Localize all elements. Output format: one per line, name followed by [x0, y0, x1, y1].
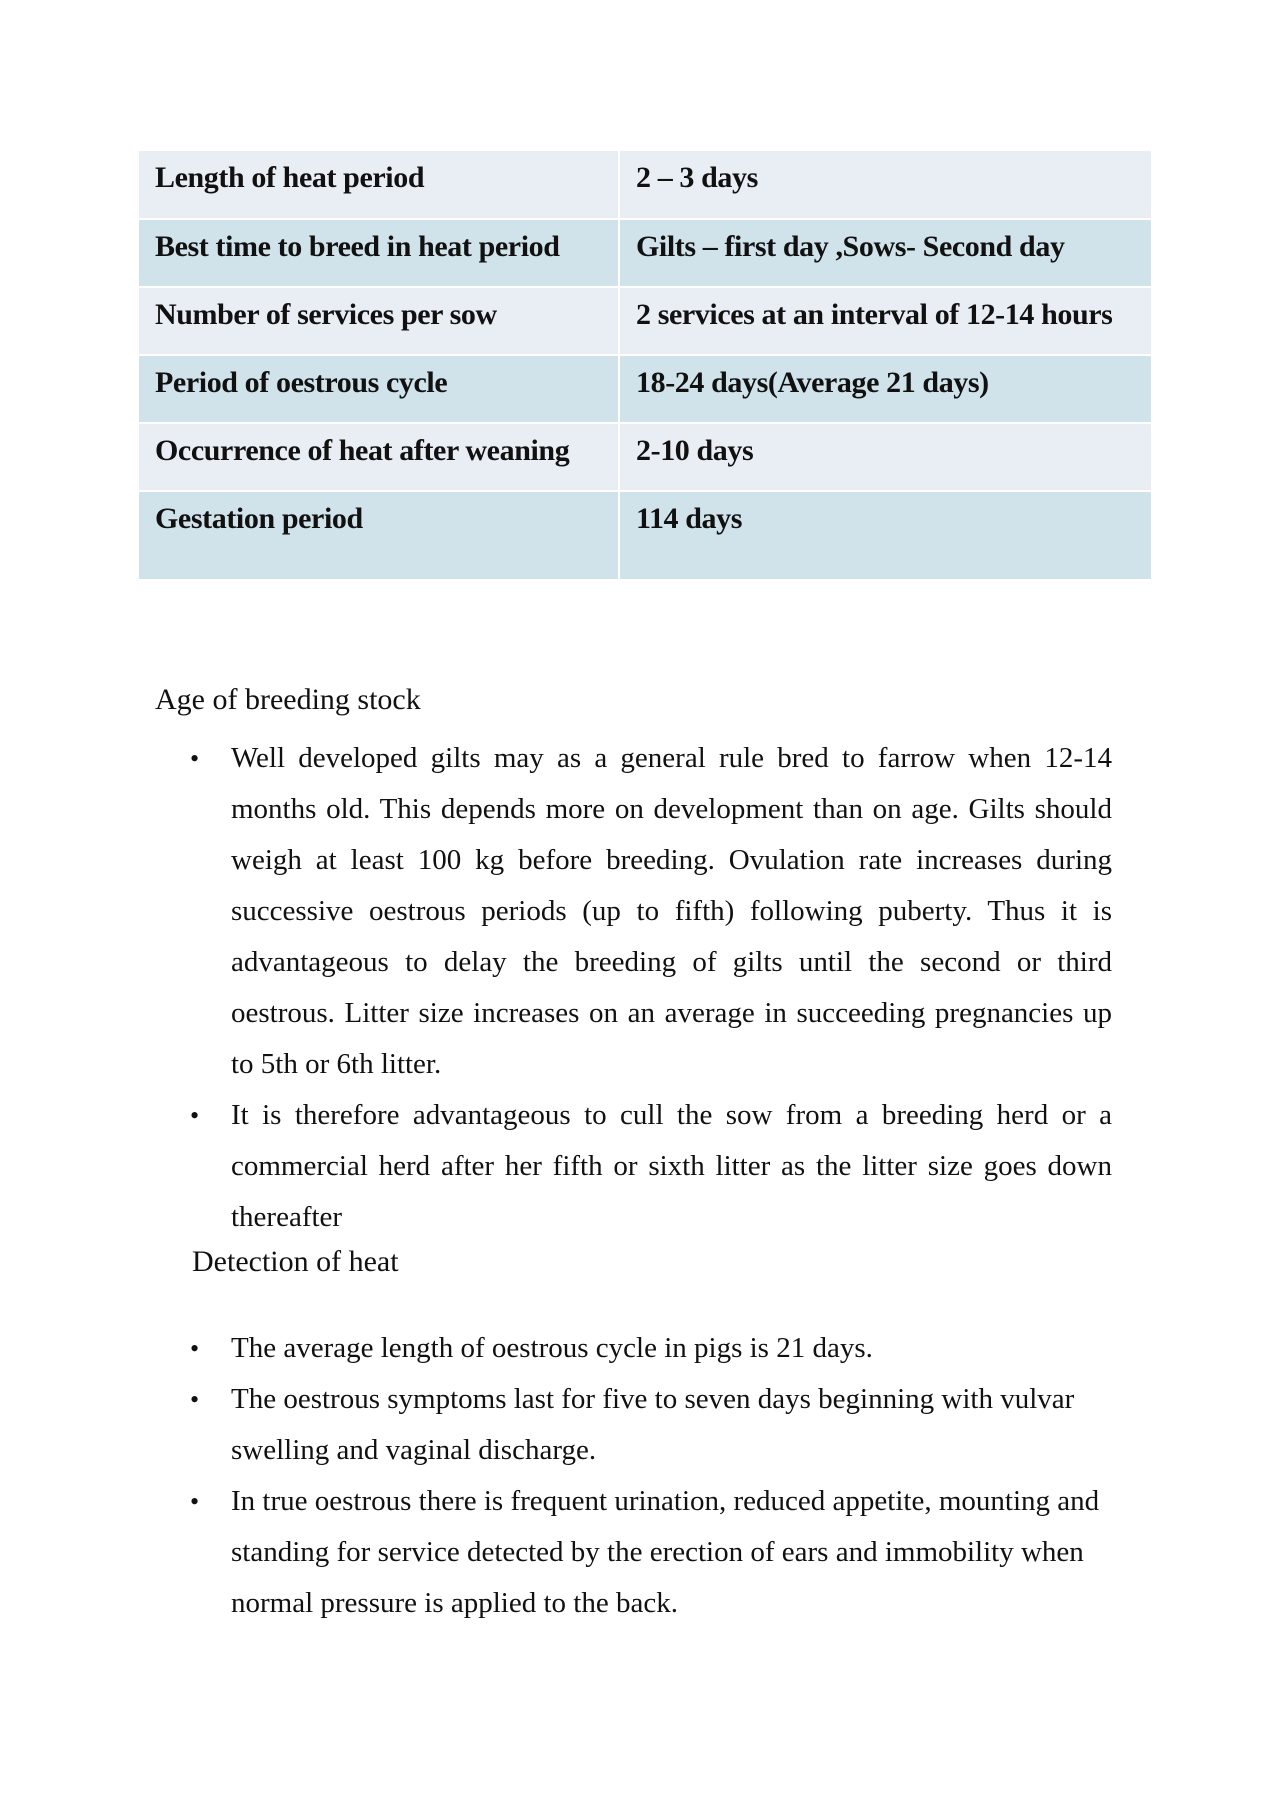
- row-label: Best time to breed in heat period: [139, 219, 619, 287]
- bullet-icon: •: [190, 744, 200, 773]
- row-value: 2-10 days: [619, 423, 1152, 491]
- row-label: Length of heat period: [139, 151, 619, 219]
- list-item: [0, 1323, 1111, 1374]
- section-heading-detection-of-heat: Detection of heat: [192, 1245, 399, 1278]
- row-label: Number of services per sow: [139, 287, 619, 355]
- row-label: Period of oestrous cycle: [139, 355, 619, 423]
- table-row: [139, 423, 1152, 491]
- row-value: 18-24 days(Average 21 days): [619, 355, 1152, 423]
- heat-detection-list: [0, 1323, 1111, 1629]
- table-row: [139, 491, 1152, 580]
- section-heading-age-of-breeding-stock: Age of breeding stock: [155, 683, 421, 716]
- breeding-facts-table: [139, 151, 1153, 581]
- row-value: 2 services at an interval of 12-14 hours: [619, 287, 1152, 355]
- row-value: 114 days: [619, 491, 1152, 580]
- table-row: [139, 287, 1152, 355]
- list-item-text: The oestrous symptoms last for five to seven days beginning with vulvar swelling and vaginal discharge.: [231, 1383, 1075, 1466]
- list-item-text: It is therefore advantageous to cull the sow from a breeding herd or a commercial herd after her fifth or sixth litter as the litter size goes down thereafter: [231, 1099, 1112, 1233]
- bullet-icon: •: [190, 1334, 200, 1363]
- list-item-text: The average length of oestrous cycle in pigs is 21 days.: [231, 1332, 873, 1364]
- row-label: Gestation period: [139, 491, 619, 580]
- bullet-icon: •: [190, 1385, 200, 1414]
- table-row: [139, 355, 1152, 423]
- bullet-icon: •: [190, 1101, 200, 1130]
- row-value: 2 – 3 days: [619, 151, 1152, 219]
- bullet-icon: •: [190, 1487, 200, 1516]
- list-item: [0, 733, 1112, 1090]
- table-row: [139, 219, 1152, 287]
- list-item: [0, 1374, 1111, 1476]
- breeding-stock-list: [0, 733, 1112, 1243]
- list-item: [0, 1476, 1111, 1629]
- list-item: [0, 1090, 1112, 1243]
- list-item-text: Well developed gilts may as a general rule bred to farrow when 12-14 months old. This depends more on development than on age. Gilts should weigh at least 100 kg before breeding. Ovulation rate increases during successive oestrous periods (up to fifth) following puberty. Thus it is advantageous to delay the breeding of gilts until the second or third oestrous. Litter size increases on an average in succeeding pregnancies up to 5th or 6th litter.: [231, 742, 1112, 1080]
- table-row: [139, 151, 1152, 219]
- row-value: Gilts – first day ,Sows- Second day: [619, 219, 1152, 287]
- list-item-text: In true oestrous there is frequent urination, reduced appetite, mounting and standing for service detected by the erection of ears and immobility when normal pressure is applied to the back.: [231, 1485, 1100, 1619]
- row-label: Occurrence of heat after weaning: [139, 423, 619, 491]
